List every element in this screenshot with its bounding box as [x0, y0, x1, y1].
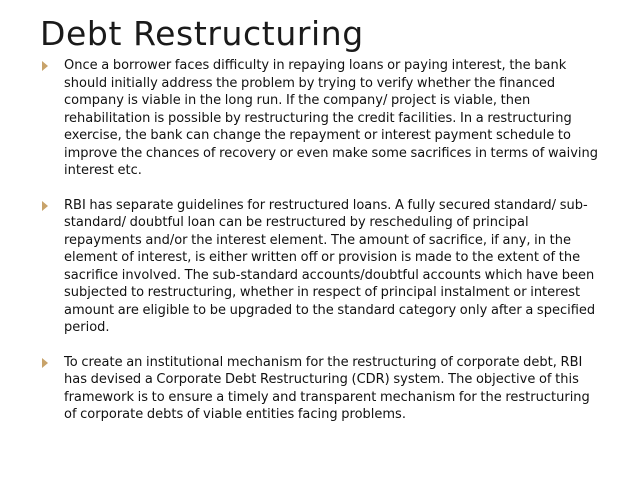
- triangle-bullet-icon: [42, 61, 48, 71]
- triangle-bullet-icon: [42, 358, 48, 368]
- text-fade-overlay: [150, 443, 250, 459]
- slide-title: Debt Restructuring: [40, 14, 364, 53]
- bullet-text: To create an institutional mechanism for the restructuring of corporate debt, RBI has devised a Corporate Debt Restructuring (CDR) system. The objective of this framework is to ensure a timely and transparent mechanism for the restructuring of corporate debts of viable entities facing problems.: [64, 354, 590, 422]
- bullet-item: [42, 57, 602, 180]
- bullet-list: [42, 57, 602, 441]
- bullet-item: [42, 354, 602, 424]
- bullet-text: RBI has separate guidelines for restructured loans. A fully secured standard/ sub-standard/ doubtful loan can be restructured by rescheduling of principal repayments and/or the interest element. The amount of sacrifice, if any, in the element of interest, is either written off or provision is made to the extent of the sacrifice involved. The sub-standard accounts/doubtful accounts which have been subjected to restructuring, whether in respect of principal instalment or interest amount are eligible to be upgraded to the standard category only after a specified period.: [64, 197, 596, 335]
- bullet-text: Once a borrower faces difficulty in repaying loans or paying interest, the bank should initially address the problem by trying to verify whether the financed company is viable in the long run. If the company/ project is viable, then rehabilitation is possible by restructuring the credit facilities. In a restructuring exercise, the bank can change the repayment or interest payment schedule to improve the chances of recovery or even make some sacrifices in terms of waiving interest etc.: [64, 58, 599, 178]
- triangle-bullet-icon: [42, 201, 48, 211]
- bullet-item: [42, 197, 602, 337]
